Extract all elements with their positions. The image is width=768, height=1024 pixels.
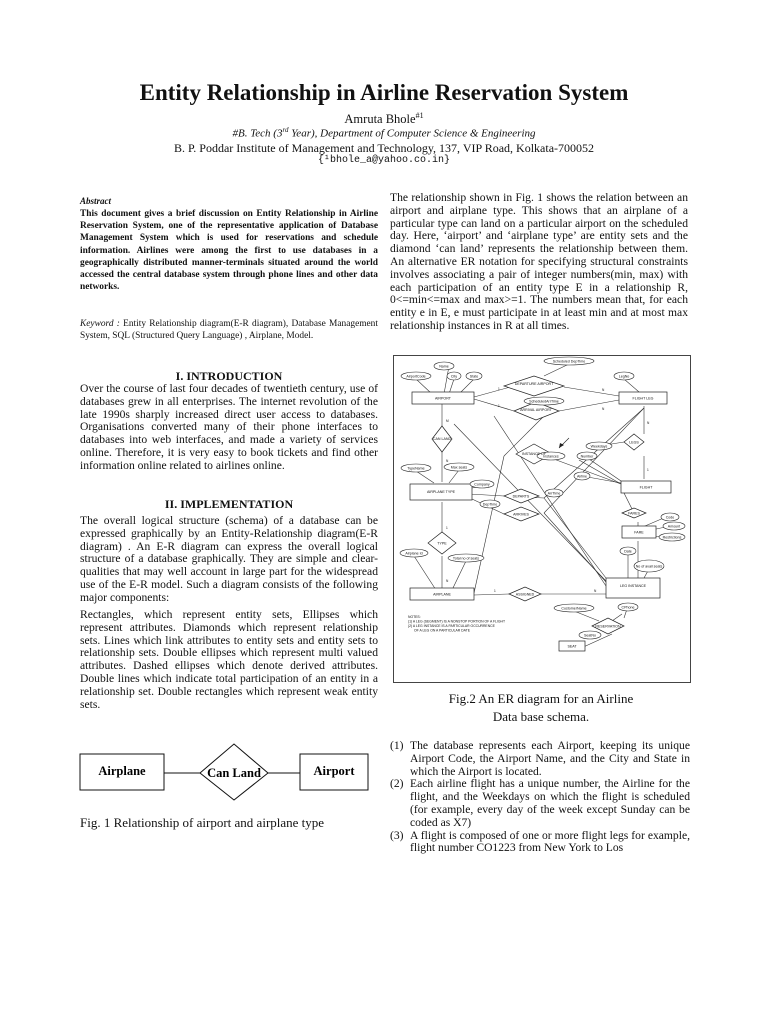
intro-heading: I. INTRODUCTION: [175, 369, 283, 383]
svg-text:ScheduledArrTime: ScheduledArrTime: [529, 399, 559, 404]
svg-text:FARES: FARES: [628, 511, 640, 516]
svg-text:OF A LEG ON A PARTICULAR DATE: OF A LEG ON A PARTICULAR DATE: [414, 628, 470, 633]
keywords: [80, 318, 378, 342]
author-mark: #1: [415, 111, 424, 120]
list-item-text: A flight is composed of one or more flight legs for example, flight number CO1223 from New York to Los: [410, 828, 690, 855]
svg-text:DEPARTS: DEPARTS: [512, 494, 530, 499]
svg-text:Weekdays: Weekdays: [590, 444, 608, 449]
keywords-label: Keyword :: [80, 319, 120, 329]
svg-text:N: N: [446, 459, 449, 463]
list-item: [390, 778, 690, 829]
fig1-airplane-label: Airplane: [98, 764, 146, 778]
svg-text:ARRIVAL AIRPORT: ARRIVAL AIRPORT: [520, 408, 552, 412]
svg-text:CPhone: CPhone: [621, 605, 635, 610]
svg-text:FARE: FARE: [634, 530, 644, 535]
svg-text:DepTime: DepTime: [482, 502, 498, 507]
fig1-can-land-label: Can Land: [207, 766, 261, 780]
list-item-number: (3): [390, 828, 404, 842]
svg-text:SeatNo: SeatNo: [584, 633, 596, 638]
svg-text:1: 1: [498, 404, 500, 408]
rel-departure-airport: [504, 376, 564, 396]
author-line: [0, 111, 768, 127]
svg-text:LEG INSTANCE: LEG INSTANCE: [619, 584, 647, 588]
svg-text:NOTES:: NOTES:: [408, 615, 421, 619]
list-item: [390, 740, 690, 778]
svg-text:1: 1: [494, 589, 496, 593]
svg-text:AirportCode: AirportCode: [406, 374, 426, 379]
svg-text:CAN LAND: CAN LAND: [432, 437, 452, 441]
svg-text:No of avail seats: No of avail seats: [635, 564, 663, 569]
svg-text:N: N: [602, 407, 605, 411]
svg-text:1: 1: [498, 387, 500, 391]
implementation-components: Rectangles, which represent entity sets, Ellipses which represent attributes. Diamonds which represent relationship sets. Lines which link attributes to entity sets and entity sets to relationship sets. Double ellipses which represent multi valued attributes. Dashed ellipses which denote derived attributes. Double lines which indicate total participation of an entity in a relationship set. Double rectangles which represent weak entity sets.: [80, 608, 378, 711]
implementation-heading: II. IMPLEMENTATION: [164, 497, 294, 511]
fig1-airport-label: Airport: [313, 764, 355, 778]
svg-text:Code: Code: [665, 515, 675, 520]
fig2-er-diagram: [394, 356, 690, 682]
svg-text:Max seats: Max seats: [450, 465, 468, 470]
author-email: {¹bhole_a@yahoo.co.in}: [317, 155, 451, 166]
fig2-frame: [393, 355, 691, 683]
svg-text:AIRPORT: AIRPORT: [435, 396, 451, 401]
fig2-caption: [392, 690, 690, 726]
svg-text:AIRPLANE TYPE: AIRPLANE TYPE: [426, 490, 456, 494]
implementation-body: The overall logical structure (schema) of a database can be expressed graphically by an Entity-Relationship diagram(E-R diagram) . An E-R diagram can express the overall logical structure of a database graphically. They are simple and clear-qualities that may well account in large part for the widespread use of the E-R model. Such a diagram consists of the following major components:: [80, 514, 378, 604]
author-institute: B. P. Poddar Institute of Management and Technology, 137, VIP Road, Kolkata-700052: [173, 141, 595, 155]
abstract-body: This document gives a brief discussion on Entity Relationship in Airline Reservation System, one of the representative application of Database Management System which is used for reservations and schedule information. Airlines were among the first to use databases in a geographically distributed manner-terminals situated around the world accessed the central database system through phone lines and other data networks.: [80, 209, 378, 293]
svg-text:ARRIVES: ARRIVES: [513, 512, 529, 517]
intro-body: Over the course of last four decades of twentieth century, use of databases grew in all enterprises. The internet revolution of the late 1990s sharply increased direct user access to databases. Organisations converted many of their phone interfaces to databases into web interfaces, and made a variety of services online. Therefore, it is very easy to book tickets and find other information online related to airlines online.: [80, 382, 378, 472]
svg-text:State: State: [469, 374, 479, 379]
author-affiliation: #B. Tech (3rd Year), Department of Computer Science & Engineering: [232, 126, 536, 140]
svg-text:Restrictions: Restrictions: [662, 535, 682, 540]
svg-text:City: City: [450, 374, 458, 379]
svg-text:ArrTime: ArrTime: [547, 491, 561, 496]
svg-text:FLIGHT: FLIGHT: [639, 485, 653, 490]
svg-text:SEAT: SEAT: [567, 644, 577, 649]
list-item-number: (1): [390, 739, 404, 752]
svg-text:N: N: [446, 579, 449, 583]
svg-text:N: N: [647, 421, 650, 425]
svg-text:Scheduled DepTime: Scheduled DepTime: [552, 359, 586, 364]
svg-text:1: 1: [647, 468, 649, 472]
svg-text:Company: Company: [474, 482, 490, 487]
svg-text:(1) A LEG (SEGMENT) IS A NONST: (1) A LEG (SEGMENT) IS A NONSTOP PORTION OF A FLIGHT: [408, 619, 506, 624]
svg-text:Airline: Airline: [577, 474, 587, 479]
svg-text:Airplane Id: Airplane Id: [405, 551, 423, 556]
svg-text:LegNo: LegNo: [618, 374, 630, 379]
svg-text:DEPARTURE AIRPORT: DEPARTURE AIRPORT: [514, 382, 554, 386]
schema-requirements-list: [390, 740, 690, 855]
svg-text:ASSIGNED: ASSIGNED: [515, 592, 535, 597]
list-item-text: Each airline flight has a unique number, the Airline for the flight, and the Weekdays on which the flight is scheduled (for example, every day of the week except Sunday can be coded as X7): [410, 777, 690, 829]
abstract-heading: Abstract: [80, 196, 112, 206]
keywords-text: Entity Relationship diagram(E-R diagram), Database Management System, SQL (Structured Query Language) , Airplane, Model.: [80, 319, 378, 341]
svg-text:N: N: [602, 388, 605, 392]
relationship-paragraph: The relationship shown in Fig. 1 shows the relation between an airport and airplane type. This shows that an airplane of a particular type can land on a particular airport on the scheduled day. Here, ‘airport’ and ‘airplane type’ are entity sets and the diamond ‘can land’ represents the relationship between them. An alternative ER notation for specifying structural constraints involves associating a pair of integer numbers(min, max) with each participation of an entity type E in a relationship R, 0<=min<=max and max>=1. The numbers mean that, for each entity e in E, e must participate in at least min and at most max relationship instances in R at all times.: [390, 191, 688, 332]
svg-text:Number: Number: [580, 454, 594, 459]
svg-text:AIRPLANE: AIRPLANE: [433, 592, 451, 597]
fig1-caption: Fig. 1 Relationship of airport and airplane type: [80, 815, 325, 830]
svg-text:TypeName: TypeName: [407, 466, 425, 471]
svg-text:TYPE: TYPE: [437, 541, 447, 546]
svg-text:Amount: Amount: [667, 524, 681, 529]
list-item-number: (2): [390, 777, 404, 791]
svg-text:Total no of seats: Total no of seats: [452, 556, 480, 561]
paper-title: Entity Relationship in Airline Reservation System: [139, 80, 629, 105]
svg-text:1: 1: [446, 526, 448, 530]
svg-text:M: M: [446, 419, 449, 423]
svg-text:CustomerName: CustomerName: [561, 606, 587, 611]
svg-text:RESERVATION: RESERVATION: [595, 624, 621, 629]
fig1-diagram: [78, 742, 378, 802]
svg-text:N: N: [594, 589, 597, 593]
svg-text:Name: Name: [439, 364, 449, 369]
svg-text:LEGS: LEGS: [629, 440, 639, 445]
svg-text:FLIGHT LEG: FLIGHT LEG: [632, 396, 654, 401]
author-name: Amruta Bhole: [344, 112, 416, 127]
svg-text:INSTANCE OF: INSTANCE OF: [522, 452, 546, 456]
svg-text:(2) A LEG INSTANCE IS A PARTIC: (2) A LEG INSTANCE IS A PARTICULAR OCCURRENCE: [408, 624, 495, 628]
svg-text:Date: Date: [624, 549, 632, 554]
fig2-caption-line1: Fig.2 An ER diagram for an Airline: [448, 691, 634, 706]
list-item-text: The database represents each Airport, keeping its unique Airport Code, the Airport Name, and the City and State in which the Airport is located.: [410, 739, 690, 778]
entity-leg-instance: [606, 578, 660, 598]
svg-text:Instances: Instances: [543, 454, 559, 459]
fig2-caption-line2: Data base schema.: [492, 709, 590, 724]
list-item: [390, 830, 690, 856]
